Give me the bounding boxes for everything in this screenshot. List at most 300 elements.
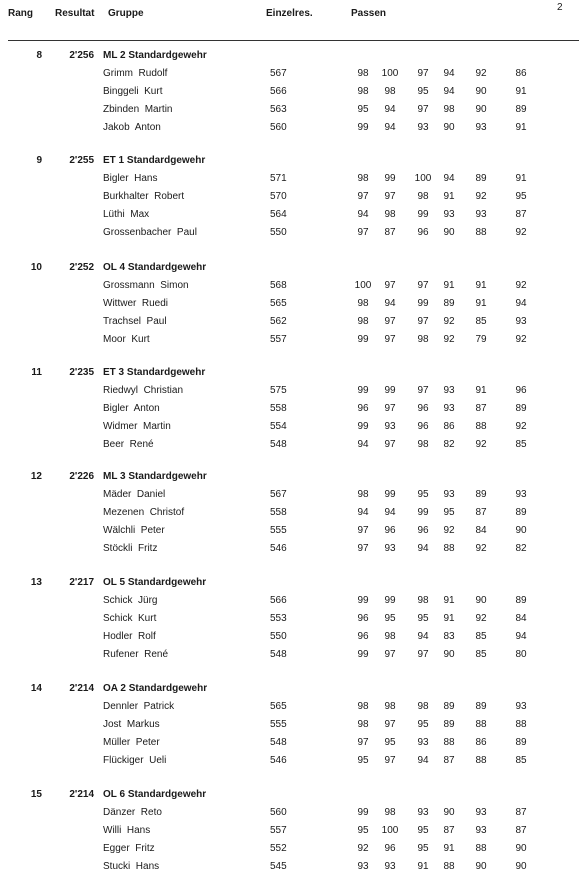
pass-score: 94 bbox=[417, 543, 429, 554]
pass-score: 94 bbox=[417, 755, 429, 766]
pass-score: 96 bbox=[417, 403, 429, 414]
pass-score: 94 bbox=[384, 298, 396, 309]
header-resultat: Resultat bbox=[55, 8, 95, 19]
shooter-row bbox=[0, 737, 581, 753]
pass-score: 95 bbox=[417, 719, 429, 730]
pass-score: 98 bbox=[357, 68, 369, 79]
pass-score: 98 bbox=[417, 701, 429, 712]
pass-score: 94 bbox=[417, 631, 429, 642]
pass-score: 99 bbox=[357, 385, 369, 396]
pass-score: 88 bbox=[475, 421, 487, 432]
single-result: 565 bbox=[270, 701, 287, 712]
pass-score: 85 bbox=[475, 631, 487, 642]
pass-score: 88 bbox=[515, 719, 527, 730]
shooter-row bbox=[0, 613, 581, 629]
pass-score: 91 bbox=[443, 280, 455, 291]
pass-score: 99 bbox=[417, 507, 429, 518]
pass-score: 99 bbox=[357, 595, 369, 606]
pass-score: 89 bbox=[515, 595, 527, 606]
pass-score: 99 bbox=[357, 421, 369, 432]
pass-score: 98 bbox=[357, 86, 369, 97]
group-rank: 15 bbox=[30, 789, 42, 800]
single-result: 571 bbox=[270, 173, 287, 184]
shooter-row bbox=[0, 649, 581, 665]
pass-score: 100 bbox=[381, 825, 399, 836]
group-block bbox=[0, 262, 581, 362]
group-rank: 11 bbox=[31, 367, 42, 378]
pass-score: 98 bbox=[384, 701, 396, 712]
group-name: OL 6 Standardgewehr bbox=[103, 789, 207, 800]
pass-score: 90 bbox=[475, 86, 487, 97]
pass-score: 83 bbox=[443, 631, 455, 642]
pass-score: 93 bbox=[443, 489, 455, 500]
shooter-name: Jakob Anton bbox=[103, 122, 161, 133]
single-result: 558 bbox=[270, 403, 287, 414]
shooter-name: Bigler Anton bbox=[103, 403, 160, 414]
pass-score: 97 bbox=[384, 280, 396, 291]
pass-score: 93 bbox=[515, 316, 527, 327]
pass-score: 98 bbox=[384, 631, 396, 642]
pass-score: 86 bbox=[443, 421, 455, 432]
pass-score: 87 bbox=[475, 403, 487, 414]
single-result: 550 bbox=[270, 227, 287, 238]
pass-score: 79 bbox=[475, 334, 487, 345]
pass-score: 96 bbox=[384, 843, 396, 854]
shooter-row bbox=[0, 807, 581, 823]
pass-score: 87 bbox=[384, 227, 396, 238]
shooter-name: Mezenen Christof bbox=[103, 507, 185, 518]
pass-score: 97 bbox=[384, 191, 396, 202]
pass-score: 92 bbox=[475, 68, 487, 79]
pass-score: 96 bbox=[357, 631, 369, 642]
pass-score: 97 bbox=[417, 104, 429, 115]
pass-score: 99 bbox=[384, 489, 396, 500]
shooter-name: Burkhalter Robert bbox=[103, 191, 185, 202]
shooter-name: Egger Fritz bbox=[103, 843, 155, 854]
pass-score: 88 bbox=[443, 543, 455, 554]
single-result: 552 bbox=[270, 843, 287, 854]
group-rank: 8 bbox=[36, 50, 42, 61]
pass-score: 85 bbox=[475, 649, 487, 660]
shooter-name: Stöckli Fritz bbox=[103, 543, 158, 554]
group-total: 2'252 bbox=[69, 262, 94, 273]
shooter-name: Müller Peter bbox=[103, 737, 160, 748]
shooter-row bbox=[0, 861, 581, 877]
single-result: 548 bbox=[270, 649, 287, 660]
shooter-row bbox=[0, 298, 581, 314]
pass-score: 99 bbox=[417, 298, 429, 309]
shooter-name: Binggeli Kurt bbox=[103, 86, 163, 97]
pass-score: 88 bbox=[443, 737, 455, 748]
pass-score: 98 bbox=[417, 439, 429, 450]
pass-score: 98 bbox=[384, 209, 396, 220]
pass-score: 88 bbox=[475, 227, 487, 238]
pass-score: 96 bbox=[417, 421, 429, 432]
pass-score: 88 bbox=[475, 719, 487, 730]
pass-score: 94 bbox=[357, 209, 369, 220]
pass-score: 97 bbox=[384, 755, 396, 766]
pass-score: 96 bbox=[384, 525, 396, 536]
pass-score: 97 bbox=[384, 403, 396, 414]
single-result: 550 bbox=[270, 631, 287, 642]
pass-score: 97 bbox=[417, 316, 429, 327]
pass-score: 93 bbox=[475, 209, 487, 220]
pass-score: 97 bbox=[384, 649, 396, 660]
pass-score: 95 bbox=[357, 825, 369, 836]
shooter-name: Wittwer Ruedi bbox=[103, 298, 169, 309]
group-name: OA 2 Standardgewehr bbox=[103, 683, 208, 694]
single-result: 546 bbox=[270, 543, 287, 554]
pass-score: 80 bbox=[515, 649, 527, 660]
group-block bbox=[0, 471, 581, 571]
pass-score: 96 bbox=[417, 525, 429, 536]
pass-score: 97 bbox=[357, 543, 369, 554]
shooter-row bbox=[0, 209, 581, 225]
pass-score: 97 bbox=[384, 439, 396, 450]
pass-score: 93 bbox=[357, 861, 369, 872]
pass-score: 92 bbox=[475, 191, 487, 202]
pass-score: 93 bbox=[515, 489, 527, 500]
single-result: 546 bbox=[270, 755, 287, 766]
single-result: 548 bbox=[270, 737, 287, 748]
pass-score: 96 bbox=[357, 403, 369, 414]
pass-score: 91 bbox=[443, 843, 455, 854]
pass-score: 85 bbox=[515, 755, 527, 766]
group-rank: 12 bbox=[30, 471, 42, 482]
header-rang: Rang bbox=[8, 8, 33, 19]
header-divider bbox=[8, 40, 579, 41]
shooter-row bbox=[0, 489, 581, 505]
group-name: OL 4 Standardgewehr bbox=[103, 262, 207, 273]
pass-score: 91 bbox=[515, 122, 527, 133]
pass-score: 89 bbox=[515, 104, 527, 115]
pass-score: 97 bbox=[384, 719, 396, 730]
pass-score: 99 bbox=[384, 385, 396, 396]
pass-score: 97 bbox=[384, 334, 396, 345]
pass-score: 90 bbox=[475, 861, 487, 872]
group-name: ML 2 Standardgewehr bbox=[103, 50, 207, 61]
shooter-name: Lüthi Max bbox=[103, 209, 150, 220]
pass-score: 88 bbox=[475, 843, 487, 854]
pass-score: 95 bbox=[357, 755, 369, 766]
pass-score: 91 bbox=[443, 191, 455, 202]
page-number: 2 bbox=[557, 2, 563, 13]
group-name: ET 1 Standardgewehr bbox=[103, 155, 206, 166]
pass-score: 93 bbox=[475, 807, 487, 818]
pass-score: 89 bbox=[515, 737, 527, 748]
shooter-name: Hodler Rolf bbox=[103, 631, 156, 642]
pass-score: 91 bbox=[475, 385, 487, 396]
pass-score: 89 bbox=[443, 298, 455, 309]
pass-score: 89 bbox=[515, 507, 527, 518]
group-rank: 9 bbox=[36, 155, 42, 166]
pass-score: 95 bbox=[417, 843, 429, 854]
pass-score: 96 bbox=[357, 613, 369, 624]
pass-score: 89 bbox=[443, 701, 455, 712]
pass-score: 89 bbox=[475, 489, 487, 500]
pass-score: 88 bbox=[443, 861, 455, 872]
single-result: 563 bbox=[270, 104, 287, 115]
pass-score: 95 bbox=[417, 86, 429, 97]
shooter-name: Riedwyl Christian bbox=[103, 385, 184, 396]
group-block bbox=[0, 577, 581, 677]
pass-score: 93 bbox=[384, 421, 396, 432]
pass-score: 92 bbox=[475, 439, 487, 450]
pass-score: 95 bbox=[515, 191, 527, 202]
pass-score: 87 bbox=[515, 825, 527, 836]
pass-score: 89 bbox=[475, 173, 487, 184]
pass-score: 97 bbox=[417, 649, 429, 660]
pass-score: 87 bbox=[515, 209, 527, 220]
pass-score: 93 bbox=[475, 825, 487, 836]
pass-score: 95 bbox=[417, 489, 429, 500]
single-result: 567 bbox=[270, 489, 287, 500]
shooter-row bbox=[0, 507, 581, 523]
pass-score: 90 bbox=[443, 649, 455, 660]
pass-score: 97 bbox=[357, 737, 369, 748]
pass-score: 90 bbox=[515, 525, 527, 536]
pass-score: 94 bbox=[443, 68, 455, 79]
pass-score: 93 bbox=[417, 807, 429, 818]
pass-score: 93 bbox=[443, 403, 455, 414]
pass-score: 92 bbox=[515, 421, 527, 432]
group-total: 2'255 bbox=[69, 155, 94, 166]
pass-score: 90 bbox=[443, 122, 455, 133]
group-rank: 14 bbox=[30, 683, 42, 694]
pass-score: 97 bbox=[357, 191, 369, 202]
pass-score: 94 bbox=[357, 439, 369, 450]
pass-score: 97 bbox=[384, 316, 396, 327]
pass-score: 93 bbox=[384, 543, 396, 554]
pass-score: 95 bbox=[357, 104, 369, 115]
pass-score: 98 bbox=[357, 701, 369, 712]
pass-score: 94 bbox=[515, 298, 527, 309]
single-result: 568 bbox=[270, 280, 287, 291]
shooter-row bbox=[0, 525, 581, 541]
single-result: 562 bbox=[270, 316, 287, 327]
single-result: 558 bbox=[270, 507, 287, 518]
pass-score: 99 bbox=[357, 649, 369, 660]
pass-score: 94 bbox=[443, 86, 455, 97]
pass-score: 92 bbox=[515, 334, 527, 345]
shooter-name: Trachsel Paul bbox=[103, 316, 167, 327]
pass-score: 87 bbox=[515, 807, 527, 818]
pass-score: 85 bbox=[475, 316, 487, 327]
shooter-name: Grossenbacher Paul bbox=[103, 227, 197, 238]
single-result: 555 bbox=[270, 525, 287, 536]
shooter-name: Mäder Daniel bbox=[103, 489, 166, 500]
pass-score: 87 bbox=[443, 755, 455, 766]
pass-score: 94 bbox=[384, 122, 396, 133]
single-result: 566 bbox=[270, 86, 287, 97]
pass-score: 97 bbox=[417, 68, 429, 79]
shooter-name: Stucki Hans bbox=[103, 861, 160, 872]
shooter-name: Wälchli Peter bbox=[103, 525, 165, 536]
single-result: 564 bbox=[270, 209, 287, 220]
pass-score: 84 bbox=[475, 525, 487, 536]
group-total: 2'256 bbox=[69, 50, 94, 61]
pass-score: 98 bbox=[357, 316, 369, 327]
shooter-row bbox=[0, 122, 581, 138]
pass-score: 97 bbox=[417, 385, 429, 396]
shooter-row bbox=[0, 421, 581, 437]
group-total: 2'214 bbox=[69, 683, 94, 694]
pass-score: 95 bbox=[443, 507, 455, 518]
pass-score: 90 bbox=[475, 595, 487, 606]
pass-score: 93 bbox=[417, 122, 429, 133]
shooter-row bbox=[0, 719, 581, 735]
pass-score: 82 bbox=[443, 439, 455, 450]
shooter-row bbox=[0, 403, 581, 419]
group-name: ET 3 Standardgewehr bbox=[103, 367, 206, 378]
shooter-row bbox=[0, 280, 581, 296]
shooter-name: Grimm Rudolf bbox=[103, 68, 168, 79]
shooter-name: Grossmann Simon bbox=[103, 280, 189, 291]
pass-score: 93 bbox=[475, 122, 487, 133]
pass-score: 92 bbox=[475, 543, 487, 554]
pass-score: 91 bbox=[417, 861, 429, 872]
shooter-row bbox=[0, 825, 581, 841]
pass-score: 94 bbox=[443, 173, 455, 184]
pass-score: 90 bbox=[515, 843, 527, 854]
single-result: 575 bbox=[270, 385, 287, 396]
pass-score: 91 bbox=[515, 173, 527, 184]
shooter-name: Zbinden Martin bbox=[103, 104, 173, 115]
pass-score: 97 bbox=[357, 227, 369, 238]
pass-score: 85 bbox=[515, 439, 527, 450]
single-result: 560 bbox=[270, 807, 287, 818]
pass-score: 86 bbox=[475, 737, 487, 748]
pass-score: 96 bbox=[515, 385, 527, 396]
shooter-row bbox=[0, 439, 581, 455]
shooter-name: Moor Kurt bbox=[103, 334, 150, 345]
pass-score: 98 bbox=[417, 191, 429, 202]
pass-score: 90 bbox=[443, 807, 455, 818]
shooter-row bbox=[0, 595, 581, 611]
pass-score: 95 bbox=[417, 825, 429, 836]
pass-score: 98 bbox=[443, 104, 455, 115]
pass-score: 98 bbox=[357, 719, 369, 730]
group-total: 2'235 bbox=[69, 367, 94, 378]
pass-score: 92 bbox=[515, 280, 527, 291]
group-rank: 10 bbox=[30, 262, 42, 273]
shooter-row bbox=[0, 86, 581, 102]
pass-score: 92 bbox=[357, 843, 369, 854]
pass-score: 96 bbox=[417, 227, 429, 238]
group-block bbox=[0, 50, 581, 150]
shooter-row bbox=[0, 843, 581, 859]
pass-score: 99 bbox=[384, 173, 396, 184]
shooter-row bbox=[0, 701, 581, 717]
pass-score: 92 bbox=[475, 613, 487, 624]
shooter-name: Schick Jürg bbox=[103, 595, 158, 606]
pass-score: 99 bbox=[417, 209, 429, 220]
shooter-row bbox=[0, 334, 581, 350]
shooter-row bbox=[0, 631, 581, 647]
group-total: 2'217 bbox=[69, 577, 94, 588]
pass-score: 92 bbox=[443, 525, 455, 536]
single-result: 570 bbox=[270, 191, 287, 202]
shooter-row bbox=[0, 543, 581, 559]
pass-score: 84 bbox=[515, 613, 527, 624]
pass-score: 94 bbox=[515, 631, 527, 642]
pass-score: 90 bbox=[443, 227, 455, 238]
pass-score: 99 bbox=[357, 807, 369, 818]
pass-score: 93 bbox=[384, 861, 396, 872]
single-result: 557 bbox=[270, 334, 287, 345]
pass-score: 99 bbox=[357, 122, 369, 133]
pass-score: 91 bbox=[443, 613, 455, 624]
group-block bbox=[0, 367, 581, 467]
pass-score: 89 bbox=[475, 701, 487, 712]
shooter-row bbox=[0, 316, 581, 332]
pass-score: 87 bbox=[443, 825, 455, 836]
pass-score: 82 bbox=[515, 543, 527, 554]
group-rank: 13 bbox=[30, 577, 42, 588]
pass-score: 97 bbox=[357, 525, 369, 536]
shooter-row bbox=[0, 227, 581, 243]
pass-score: 94 bbox=[384, 507, 396, 518]
pass-score: 100 bbox=[381, 68, 399, 79]
pass-score: 92 bbox=[443, 334, 455, 345]
group-block bbox=[0, 155, 581, 255]
pass-score: 98 bbox=[417, 595, 429, 606]
single-result: 566 bbox=[270, 595, 287, 606]
group-total: 2'214 bbox=[69, 789, 94, 800]
shooter-row bbox=[0, 173, 581, 189]
single-result: 560 bbox=[270, 122, 287, 133]
shooter-name: Dennler Patrick bbox=[103, 701, 175, 712]
shooter-name: Beer René bbox=[103, 439, 154, 450]
shooter-name: Widmer Martin bbox=[103, 421, 171, 432]
header-gruppe: Gruppe bbox=[108, 8, 144, 19]
pass-score: 99 bbox=[384, 595, 396, 606]
pass-score: 90 bbox=[515, 861, 527, 872]
shooter-name: Bigler Hans bbox=[103, 173, 158, 184]
pass-score: 100 bbox=[414, 173, 432, 184]
single-result: 545 bbox=[270, 861, 287, 872]
pass-score: 97 bbox=[417, 280, 429, 291]
pass-score: 100 bbox=[354, 280, 372, 291]
pass-score: 98 bbox=[384, 807, 396, 818]
pass-score: 98 bbox=[384, 86, 396, 97]
shooter-row bbox=[0, 385, 581, 401]
pass-score: 89 bbox=[443, 719, 455, 730]
shooter-name: Schick Kurt bbox=[103, 613, 157, 624]
pass-score: 91 bbox=[475, 298, 487, 309]
pass-score: 91 bbox=[515, 86, 527, 97]
pass-score: 98 bbox=[357, 489, 369, 500]
single-result: 555 bbox=[270, 719, 287, 730]
pass-score: 90 bbox=[475, 104, 487, 115]
shooter-row bbox=[0, 191, 581, 207]
shooter-name: Flückiger Ueli bbox=[103, 755, 167, 766]
pass-score: 95 bbox=[384, 613, 396, 624]
pass-score: 94 bbox=[384, 104, 396, 115]
header-einzelres: Einzelres. bbox=[266, 8, 313, 19]
single-result: 554 bbox=[270, 421, 287, 432]
group-block bbox=[0, 683, 581, 783]
group-name: OL 5 Standardgewehr bbox=[103, 577, 207, 588]
pass-score: 93 bbox=[417, 737, 429, 748]
single-result: 553 bbox=[270, 613, 287, 624]
shooter-row bbox=[0, 755, 581, 771]
single-result: 565 bbox=[270, 298, 287, 309]
single-result: 557 bbox=[270, 825, 287, 836]
pass-score: 95 bbox=[417, 613, 429, 624]
pass-score: 93 bbox=[515, 701, 527, 712]
pass-score: 92 bbox=[515, 227, 527, 238]
